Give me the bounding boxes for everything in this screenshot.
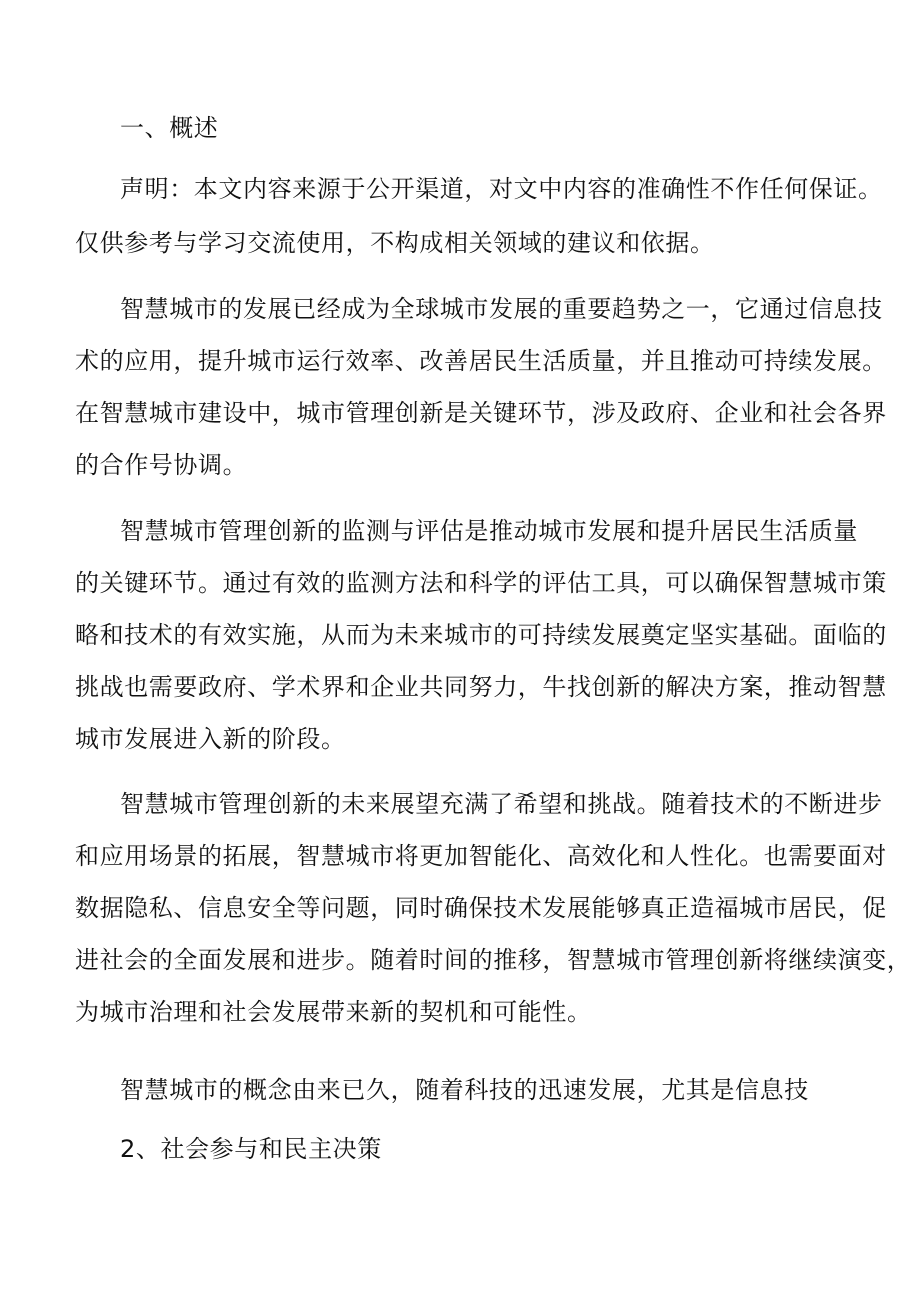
paragraph-line: 仅供参考与学习交流使用，不构成相关领域的建议和依据。 <box>75 229 715 257</box>
paragraph-line: 术的应用，提升城市运行效率、改善居民生活质量，并且推动可持续发展。 <box>75 347 887 375</box>
paragraph-line: 的关键环节。通过有效的监测方法和科学的评估工具，可以确保智慧城市策 <box>75 569 887 597</box>
paragraph-line: 智慧城市的发展已经成为全球城市发展的重要趋势之一，它通过信息技 <box>120 295 883 323</box>
body-paragraph-4: 智慧城市的概念由来已久，随着科技的迅速发展，尤其是信息技 <box>120 1076 809 1104</box>
paragraph-line: 为城市治理和社会发展带来新的契机和可能性。 <box>75 998 592 1026</box>
paragraph-line: 在智慧城市建设中，城市管理创新是关键环节，涉及政府、企业和社会各界 <box>75 399 887 427</box>
section-heading: 一、概述 <box>120 114 219 142</box>
paragraph-line: 的合作号协调。 <box>75 451 248 479</box>
subsection-heading: 2、社会参与和民主决策 <box>120 1135 382 1163</box>
paragraph-line: 声明：本文内容来源于公开渠道，对文中内容的准确性不作任何保证。 <box>120 175 883 203</box>
paragraph-line: 和应用场景的拓展，智慧城市将更加智能化、高效化和人性化。也需要面对 <box>75 842 887 870</box>
paragraph-line: 数据隐私、信息安全等问题，同时确保技术发展能够真正造福城市居民，促 <box>75 894 887 922</box>
paragraph-line: 挑战也需要政府、学术界和企业共同努力，牛找创新的解决方案，推动智慧 <box>75 673 887 701</box>
paragraph-line: 进社会的全面发展和进步。随着时间的推移，智慧城市管理创新将继续演变， <box>75 946 912 974</box>
paragraph-line: 智慧城市管理创新的监测与评估是推动城市发展和提升居民生活质量 <box>120 517 858 545</box>
paragraph-line: 城市发展进入新的阶段。 <box>75 725 346 753</box>
paragraph-line: 智慧城市管理创新的未来展望充满了希望和挑战。随着技术的不断进步 <box>120 790 883 818</box>
paragraph-line: 略和技术的有效实施，从而为未来城市的可持续发展奠定坚实基础。面临的 <box>75 621 887 649</box>
